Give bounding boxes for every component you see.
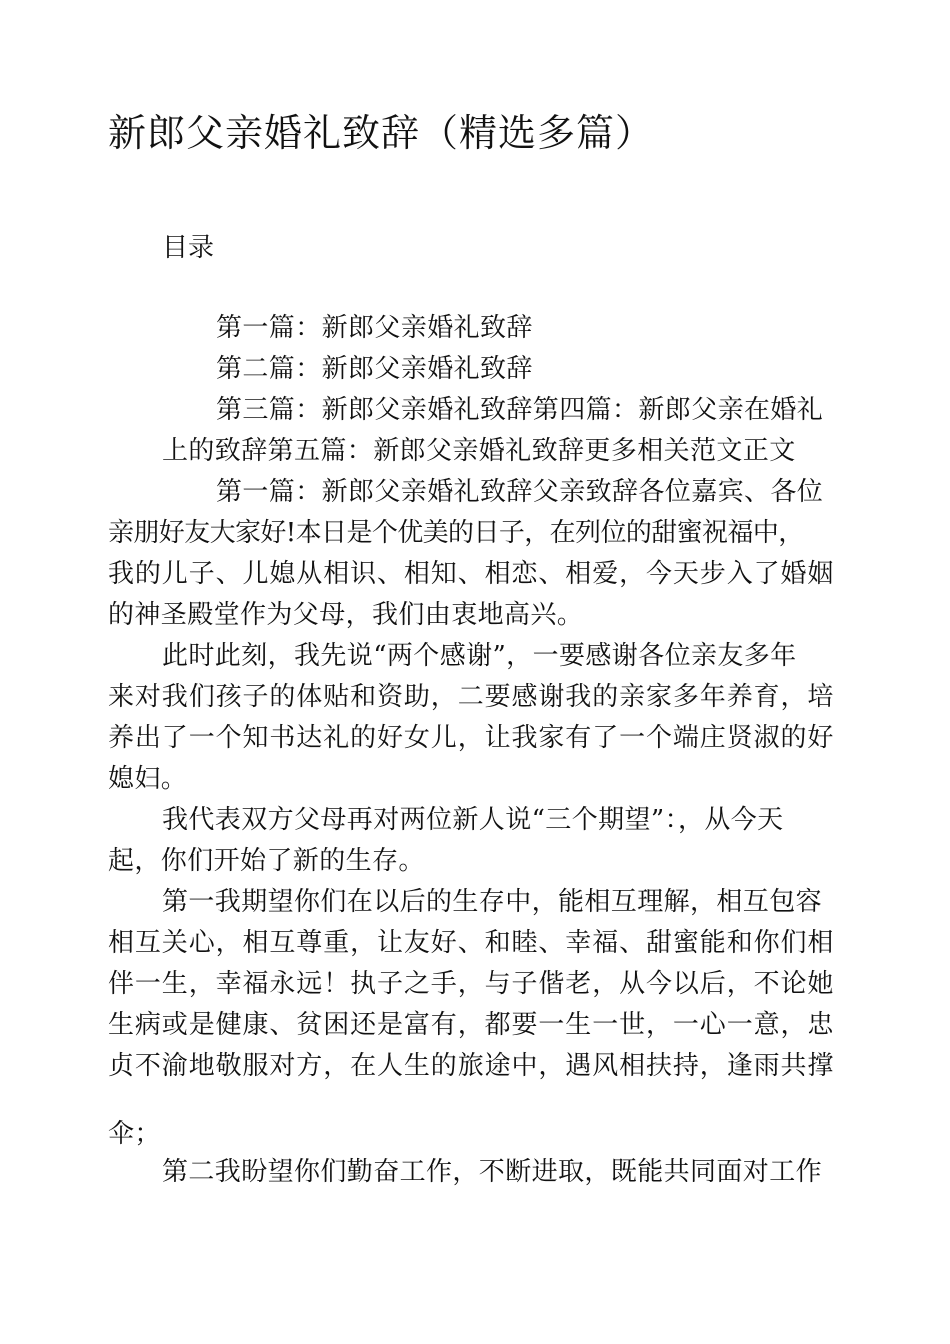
toc-heading: 目录 bbox=[162, 233, 215, 263]
body-line-9: 我代表双方父母再对两位新人说“三个期望”：，从今天 bbox=[162, 805, 784, 835]
body-line-2: 亲朋好友大家好!本日是个优美的日子，在列位的甜蜜祝福中， bbox=[108, 518, 804, 548]
body-line-15: 贞不渝地敬服对方，在人生的旅途中，遇风相扶持，逢雨共撑 bbox=[108, 1051, 835, 1081]
document-title: 新郎父亲婚礼致辞（精选多篇） bbox=[108, 111, 655, 155]
body-line-5: 此时此刻，我先说“两个感谢”，一要感谢各位亲友多年 bbox=[162, 641, 797, 671]
body-line-13: 伴一生，幸福永远！执子之手，与子偕老，从今以后，不论她 bbox=[108, 969, 835, 999]
body-line-4: 的神圣殿堂作为父母，我们由衷地高兴。 bbox=[108, 600, 584, 630]
toc-item-1: 第一篇：新郎父亲婚礼致辞 bbox=[216, 313, 533, 343]
body-line-10: 起，你们开始了新的生存。 bbox=[108, 846, 425, 876]
body-line-12: 相互关心，相互尊重，让友好、和睦、幸福、甜蜜能和你们相 bbox=[108, 928, 835, 958]
body-line-1: 第一篇：新郎父亲婚礼致辞父亲致辞各位嘉宾、各位 bbox=[216, 477, 824, 507]
body-line-11: 第一我期望你们在以后的生存中，能相互理解，相互包容 bbox=[162, 887, 823, 917]
body-line-14: 生病或是健康、贫困还是富有，都要一生一世，一心一意，忠 bbox=[108, 1010, 835, 1040]
body-line-7: 养出了一个知书达礼的好女儿，让我家有了一个端庄贤淑的好 bbox=[108, 723, 835, 753]
body-line-17: 第二我盼望你们勤奋工作，不断进取，既能共同面对工作 bbox=[162, 1157, 823, 1187]
body-line-16: 伞； bbox=[108, 1119, 161, 1149]
toc-item-3-continued: 上的致辞第五篇：新郎父亲婚礼致辞更多相关范文正文 bbox=[162, 436, 796, 466]
toc-item-2: 第二篇：新郎父亲婚礼致辞 bbox=[216, 354, 533, 384]
toc-item-3: 第三篇：新郎父亲婚礼致辞第四篇：新郎父亲在婚礼 bbox=[216, 395, 824, 425]
body-line-3: 我的儿子、儿媳从相识、相知、相恋、相爱，今天步入了婚姻 bbox=[108, 559, 835, 589]
body-line-8: 媳妇。 bbox=[108, 764, 188, 794]
body-line-6: 来对我们孩子的体贴和资助，二要感谢我的亲家多年养育，培 bbox=[108, 682, 835, 712]
